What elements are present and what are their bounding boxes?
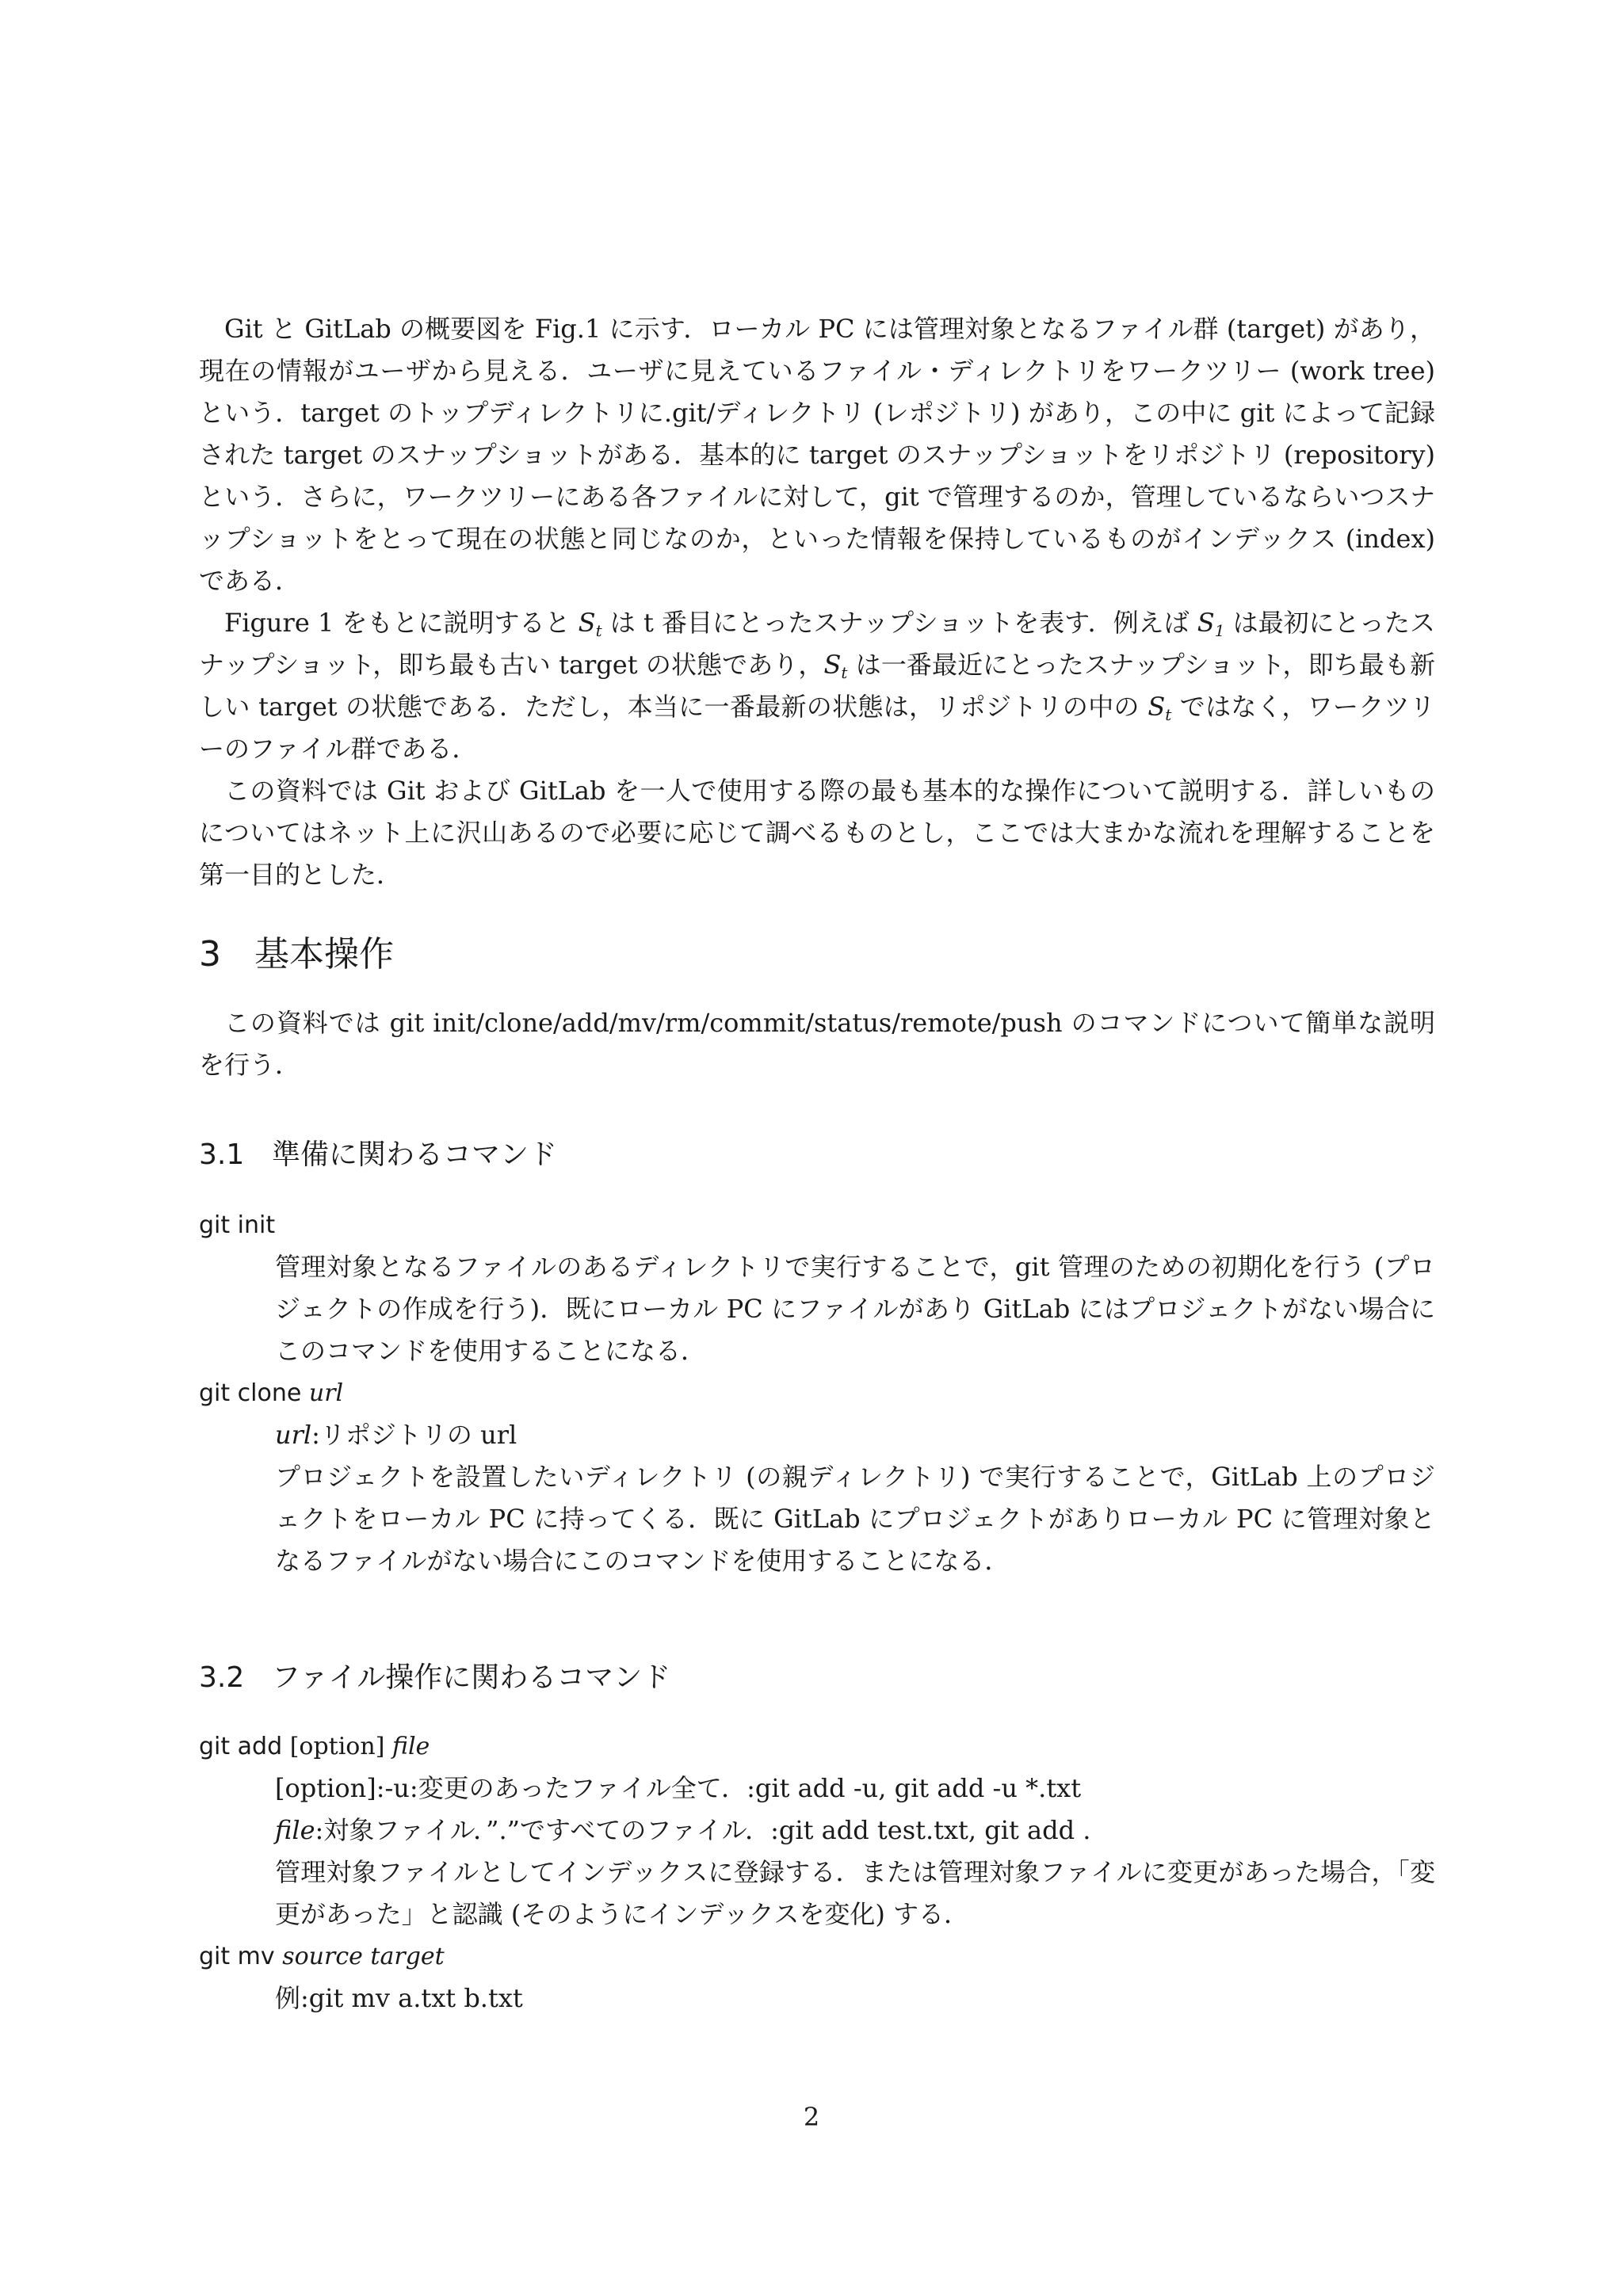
section-intro: [199, 1002, 1435, 1086]
command-term-git-mv: git mv source target: [199, 1943, 445, 1970]
command-param-option: [option]:-u:変更のあったファイル全て．:git add -u, git add -u *.txt: [275, 1773, 1082, 1803]
page-number: 2: [803, 2102, 820, 2132]
subsection-heading-3-2: [199, 1658, 670, 1698]
subsection-title: ファイル操作に関わるコマンド: [272, 1661, 671, 1694]
section-title: 基本操作: [254, 934, 394, 974]
section-heading: [199, 931, 394, 978]
math-s-t: $S_t$: [1148, 692, 1172, 724]
intro-paragraph-1: Git と GitLab の概要図を Fig.1 に示す．ローカル PC には管理対象となるファイル群 (target) があり，現在の情報がユーザから見える．ユーザに見えているファイル・ディレクトリをワークツリー (work tree) という．target のトップディレクトリに.git/ディレクトリ (レポジトリ) があり，この中に git によって記録された target のスナップショットがある．基本的に target のスナップショットをリポジトリ (repository) という．さらに，ワークツリーにある各ファイルに対して，git で管理するのか，管理しているならいつスナップショットをとって現在の状態と同じなのか，といった情報を保持しているものがインデックス (index) である．: [199, 314, 1435, 596]
command-term-git-add: git add [option] file: [199, 1733, 430, 1760]
intro-paragraphs: [199, 308, 1435, 896]
math-s-t: $S_t$: [823, 650, 848, 682]
command-param-url: url:リポジトリの url: [275, 1420, 517, 1450]
command-example-git-mv: 例:git mv a.txt b.txt: [275, 1983, 523, 2013]
subsection-number: 3.2: [199, 1661, 245, 1694]
command-desc-git-add: 管理対象ファイルとしてインデックスに登録する．または管理対象ファイルに変更があった場合，「変更があった」と認識 (そのようにインデックスを変化) する．: [275, 1857, 1435, 1929]
command-desc-git-init: 管理対象となるファイルのあるディレクトリで実行することで，git 管理のための初期化を行う (プロジェクトの作成を行う)．既にローカル PC にファイルがあり GitLab にはプロジェクトがない場合にこのコマンドを使用することになる．: [275, 1252, 1435, 1366]
math-s-t: $S_t$: [578, 608, 602, 640]
command-term-git-init: git init: [199, 1211, 276, 1239]
section-number: 3: [199, 934, 221, 974]
command-list-3-1: [199, 1204, 1435, 1582]
intro-paragraph-2: Figure 1 をもとに説明すると $S_t$ は t 番目にとったスナップショットを表す．例えば $S_1$ は最初にとったスナップショット，即ち最も古い target の状態であり，$S_t$ は一番最近にとったスナップショット，即ち最も新しい target の状態である．ただし，本当に一番最新の状態は，リポジトリの中の $S_t$ ではなく，ワークツリーのファイル群である．: [199, 608, 1435, 764]
command-desc-git-clone: プロジェクトを設置したいディレクトリ (の親ディレクトリ) で実行することで，GitLab 上のプロジェクトをローカル PC に持ってくる．既に GitLab にプロジェクトがありローカル PC に管理対象となるファイルがない場合にこのコマンドを使用することになる．: [275, 1462, 1435, 1576]
command-list-3-2: [199, 1726, 1435, 2019]
command-param-file: file:対象ファイル．”.”ですべてのファイル．:git add test.txt, git add .: [275, 1815, 1091, 1845]
subsection-number: 3.1: [199, 1138, 245, 1171]
subsection-heading-3-1: [199, 1135, 557, 1175]
math-s-1: $S_1$: [1197, 608, 1225, 640]
section-intro-paragraph: この資料では git init/clone/add/mv/rm/commit/status/remote/push のコマンドについて簡単な説明を行う．: [199, 1008, 1435, 1080]
subsection-title: 準備に関わるコマンド: [272, 1138, 558, 1171]
command-term-git-clone: git clone url: [199, 1379, 344, 1407]
intro-paragraph-3: この資料では Git および GitLab を一人で使用する際の最も基本的な操作について説明する．詳しいものについてはネット上に沢山あるので必要に応じて調べるものとし，ここでは大まかな流れを理解することを第一目的とした．: [199, 776, 1435, 890]
